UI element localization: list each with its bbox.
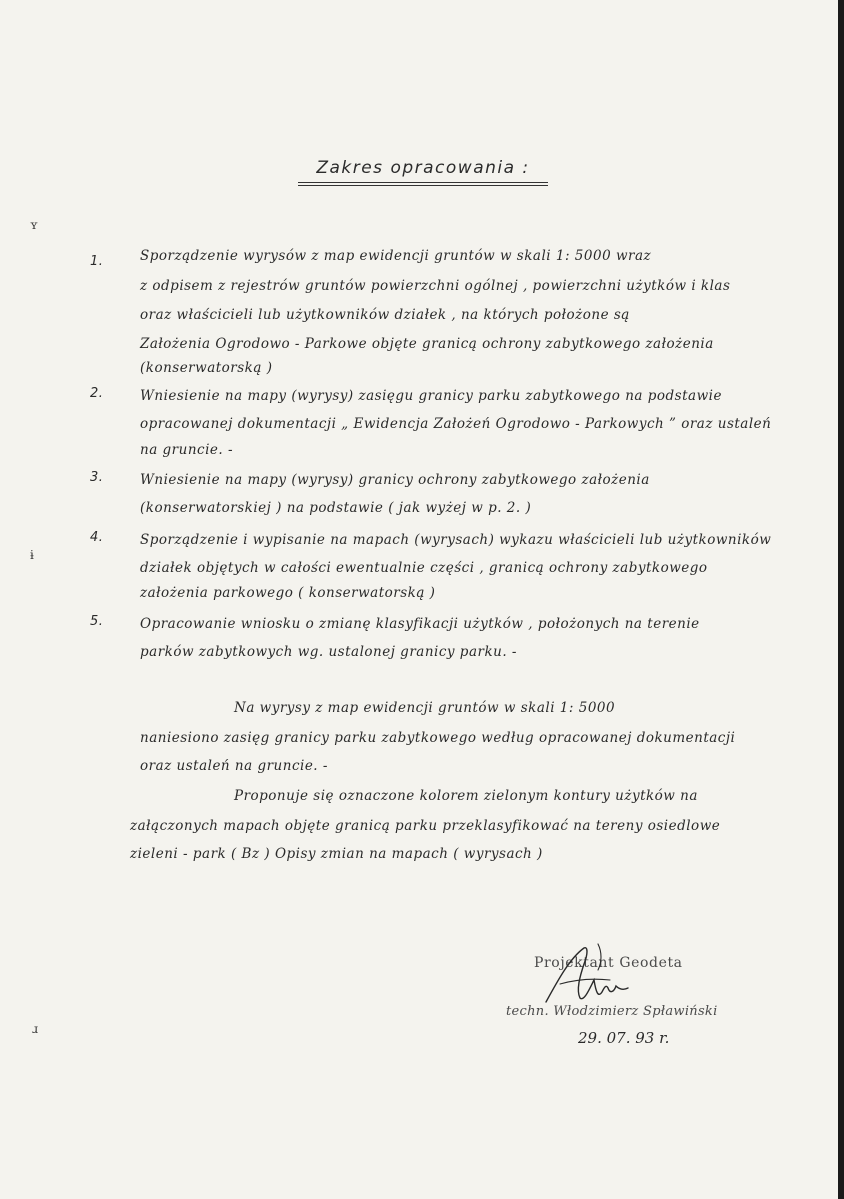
- item-line: Sporządzenie wyrysów z map ewidencji gruntów w skali 1: 5000 wraz: [140, 248, 652, 264]
- item-line: założenia parkowego ( konserwatorską ): [140, 585, 436, 601]
- item-line: (konserwatorską ): [140, 360, 273, 376]
- item-line: (konserwatorskiej ) na podstawie ( jak wyżej w p. 2. ): [140, 500, 532, 516]
- item-number: 5.: [90, 614, 104, 629]
- signer-role: Projektant Geodeta: [534, 955, 683, 971]
- title-underline: [298, 185, 548, 186]
- item-line: Wniesienie na mapy (wyrysy) granicy ochrony zabytkowego założenia: [140, 472, 650, 488]
- paragraph-line: zieleni - park ( Bz ) Opisy zmian na mapach ( wyrysach ): [130, 846, 543, 862]
- item-number: 1.: [90, 254, 104, 269]
- paragraph-line: oraz ustaleń na gruncie. -: [140, 758, 328, 774]
- scan-mark: ʏ: [30, 218, 38, 232]
- document-title: Zakres opracowania :: [316, 158, 530, 178]
- item-number: 3.: [90, 470, 104, 485]
- item-line: działek objętych w całości ewentualnie części , granicą ochrony zabytkowego: [140, 560, 708, 576]
- item-line: opracowanej dokumentacji „ Ewidencja Założeń Ogrodowo - Parkowych ” oraz ustaleń: [140, 416, 772, 432]
- paragraph-line: naniesiono zasięg granicy parku zabytkowego według opracowanej dokumentacji: [140, 730, 736, 746]
- signature-date: 29. 07. 93 r.: [578, 1029, 670, 1047]
- scan-mark: ɨ: [30, 548, 34, 562]
- item-number: 4.: [90, 530, 104, 545]
- title-underline: [298, 182, 548, 183]
- item-line: na gruncie. -: [140, 442, 234, 458]
- item-line: Wniesienie na mapy (wyrysy) zasięgu granicy parku zabytkowego na podstawie: [140, 388, 722, 404]
- paragraph-line: załączonych mapach objęte granicą parku przeklasyfikować na tereny osiedlowe: [130, 818, 721, 834]
- item-line: Sporządzenie i wypisanie na mapach (wyrysach) wykazu właścicieli lub użytkowników: [140, 532, 772, 548]
- handwritten-signature: [540, 940, 640, 1020]
- item-line: oraz właścicieli lub użytkowników działek , na których położone są: [140, 307, 630, 323]
- paragraph-line: Na wyrysy z map ewidencji gruntów w skali 1: 5000: [234, 700, 616, 716]
- item-line: Opracowanie wniosku o zmianę klasyfikacji użytków , położonych na terenie: [140, 616, 700, 632]
- item-line: parków zabytkowych wg. ustalonej granicy parku. -: [140, 644, 517, 660]
- item-line: z odpisem z rejestrów gruntów powierzchni ogólnej , powierzchni użytków i klas: [140, 278, 731, 294]
- signer-name: techn. Włodzimierz Spławiński: [506, 1004, 718, 1019]
- item-number: 2.: [90, 386, 104, 401]
- scan-mark: ɹ: [32, 1022, 39, 1036]
- paragraph-line: Proponuje się oznaczone kolorem zielonym kontury użytków na: [234, 788, 698, 804]
- item-line: Założenia Ogrodowo - Parkowe objęte granicą ochrony zabytkowego założenia: [140, 336, 714, 352]
